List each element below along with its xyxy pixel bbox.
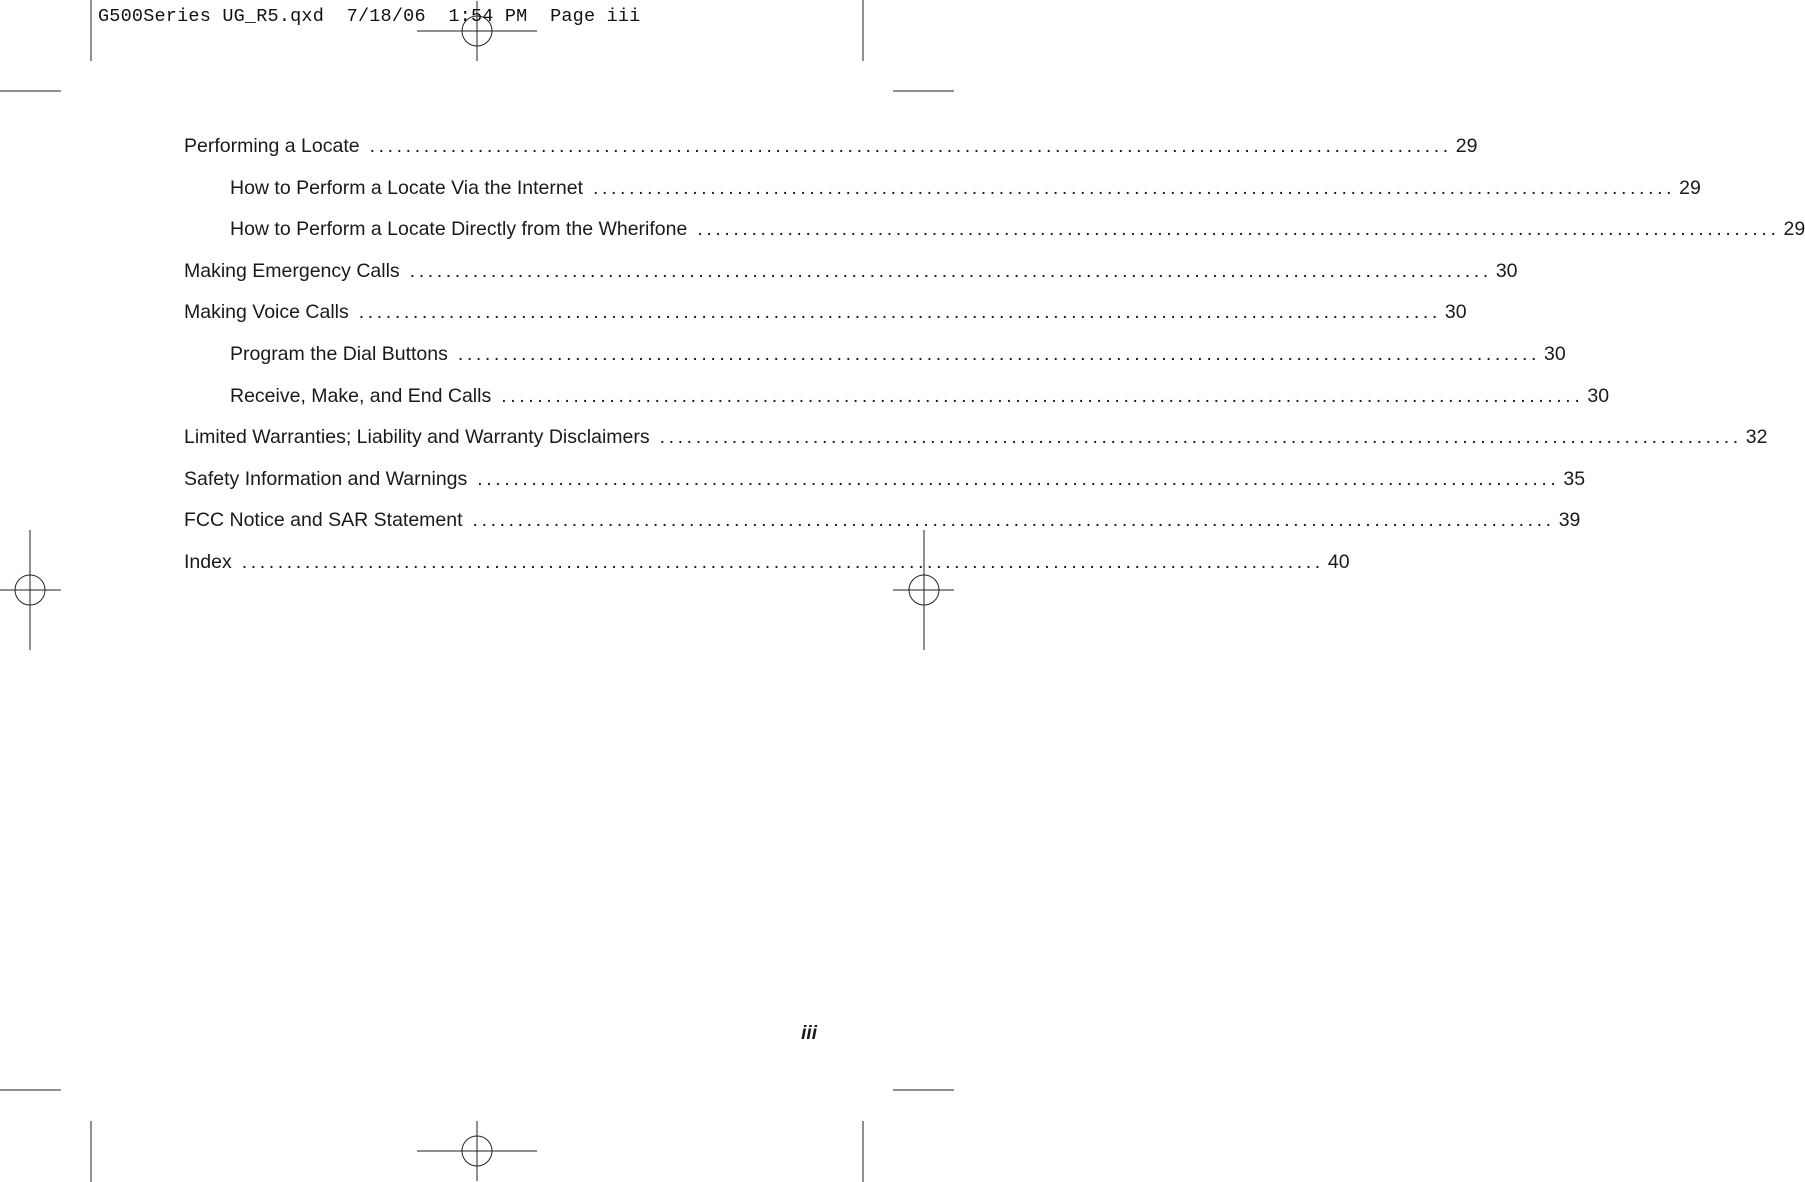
toc-entry-title: Receive, Make, and End Calls	[230, 384, 492, 407]
toc-dot-leader: ........................................................................................................................	[501, 384, 1584, 407]
toc-entry[interactable]	[184, 292, 1467, 334]
toc-entry-title: Making Emergency Calls	[184, 259, 400, 282]
toc-entry-page: 39	[1558, 509, 1581, 532]
toc-dot-leader: ........................................................................................................................	[409, 259, 1492, 282]
toc-dot-leader: ........................................................................................................................	[457, 342, 1540, 365]
toc-entry-page: 30	[1587, 384, 1610, 407]
toc-entry[interactable]	[184, 168, 1701, 210]
toc-entry-title: FCC Notice and SAR Statement	[184, 509, 463, 532]
toc-dot-leader: ........................................................................................................................	[593, 176, 1676, 199]
toc-entry-page: 30	[1444, 301, 1467, 324]
toc-entry-page: 32	[1745, 426, 1768, 449]
toc-entry-title: How to Perform a Locate Directly from the Wherifone	[230, 218, 688, 241]
toc-entry[interactable]	[184, 334, 1566, 376]
toc-entry[interactable]	[184, 209, 1805, 251]
toc-entry[interactable]	[184, 542, 1350, 584]
toc-dot-leader: ........................................................................................................................	[241, 550, 1324, 573]
toc-entry-title: Safety Information and Warnings	[184, 467, 468, 490]
toc-entry-page: 40	[1327, 550, 1350, 573]
toc-entry-page: 29	[1679, 176, 1701, 199]
toc-dot-leader: ........................................................................................................................	[358, 301, 1441, 324]
toc-entry-page: 29	[1783, 218, 1805, 241]
toc-dot-leader: ........................................................................................................................	[369, 135, 1452, 157]
toc-entry[interactable]	[184, 376, 1610, 418]
toc-entry-title: Limited Warranties; Liability and Warranty Disclaimers	[184, 426, 650, 449]
toc-entry[interactable]	[184, 459, 1586, 501]
page-number: iii	[801, 1023, 817, 1044]
toc-entry-title: Performing a Locate	[184, 135, 360, 157]
toc-entry-title: How to Perform a Locate Via the Internet	[230, 176, 583, 199]
toc-entry-page: 30	[1544, 342, 1566, 365]
toc-entry[interactable]	[184, 126, 1478, 168]
toc-entry[interactable]	[184, 500, 1581, 542]
toc-entry-title: Making Voice Calls	[184, 301, 349, 324]
toc-entry[interactable]	[184, 417, 1768, 459]
toc-dot-leader: ........................................................................................................................	[477, 467, 1560, 490]
toc-dot-leader: ........................................................................................................................	[659, 426, 1742, 449]
toc-entry-page: 35	[1563, 467, 1586, 490]
toc-entry-title: Program the Dial Buttons	[230, 342, 448, 365]
toc-entry-page: 30	[1495, 259, 1518, 282]
toc-entry-page: 29	[1455, 135, 1478, 157]
toc-entry-title: Index	[184, 550, 232, 573]
table-of-contents	[184, 126, 1805, 584]
print-slug-line: G500Series UG_R5.qxd 7/18/06 1:54 PM Page iii	[98, 6, 641, 27]
toc-entry[interactable]	[184, 251, 1518, 293]
toc-dot-leader: ........................................................................................................................	[697, 218, 1780, 241]
toc-dot-leader: ........................................................................................................................	[472, 509, 1555, 532]
